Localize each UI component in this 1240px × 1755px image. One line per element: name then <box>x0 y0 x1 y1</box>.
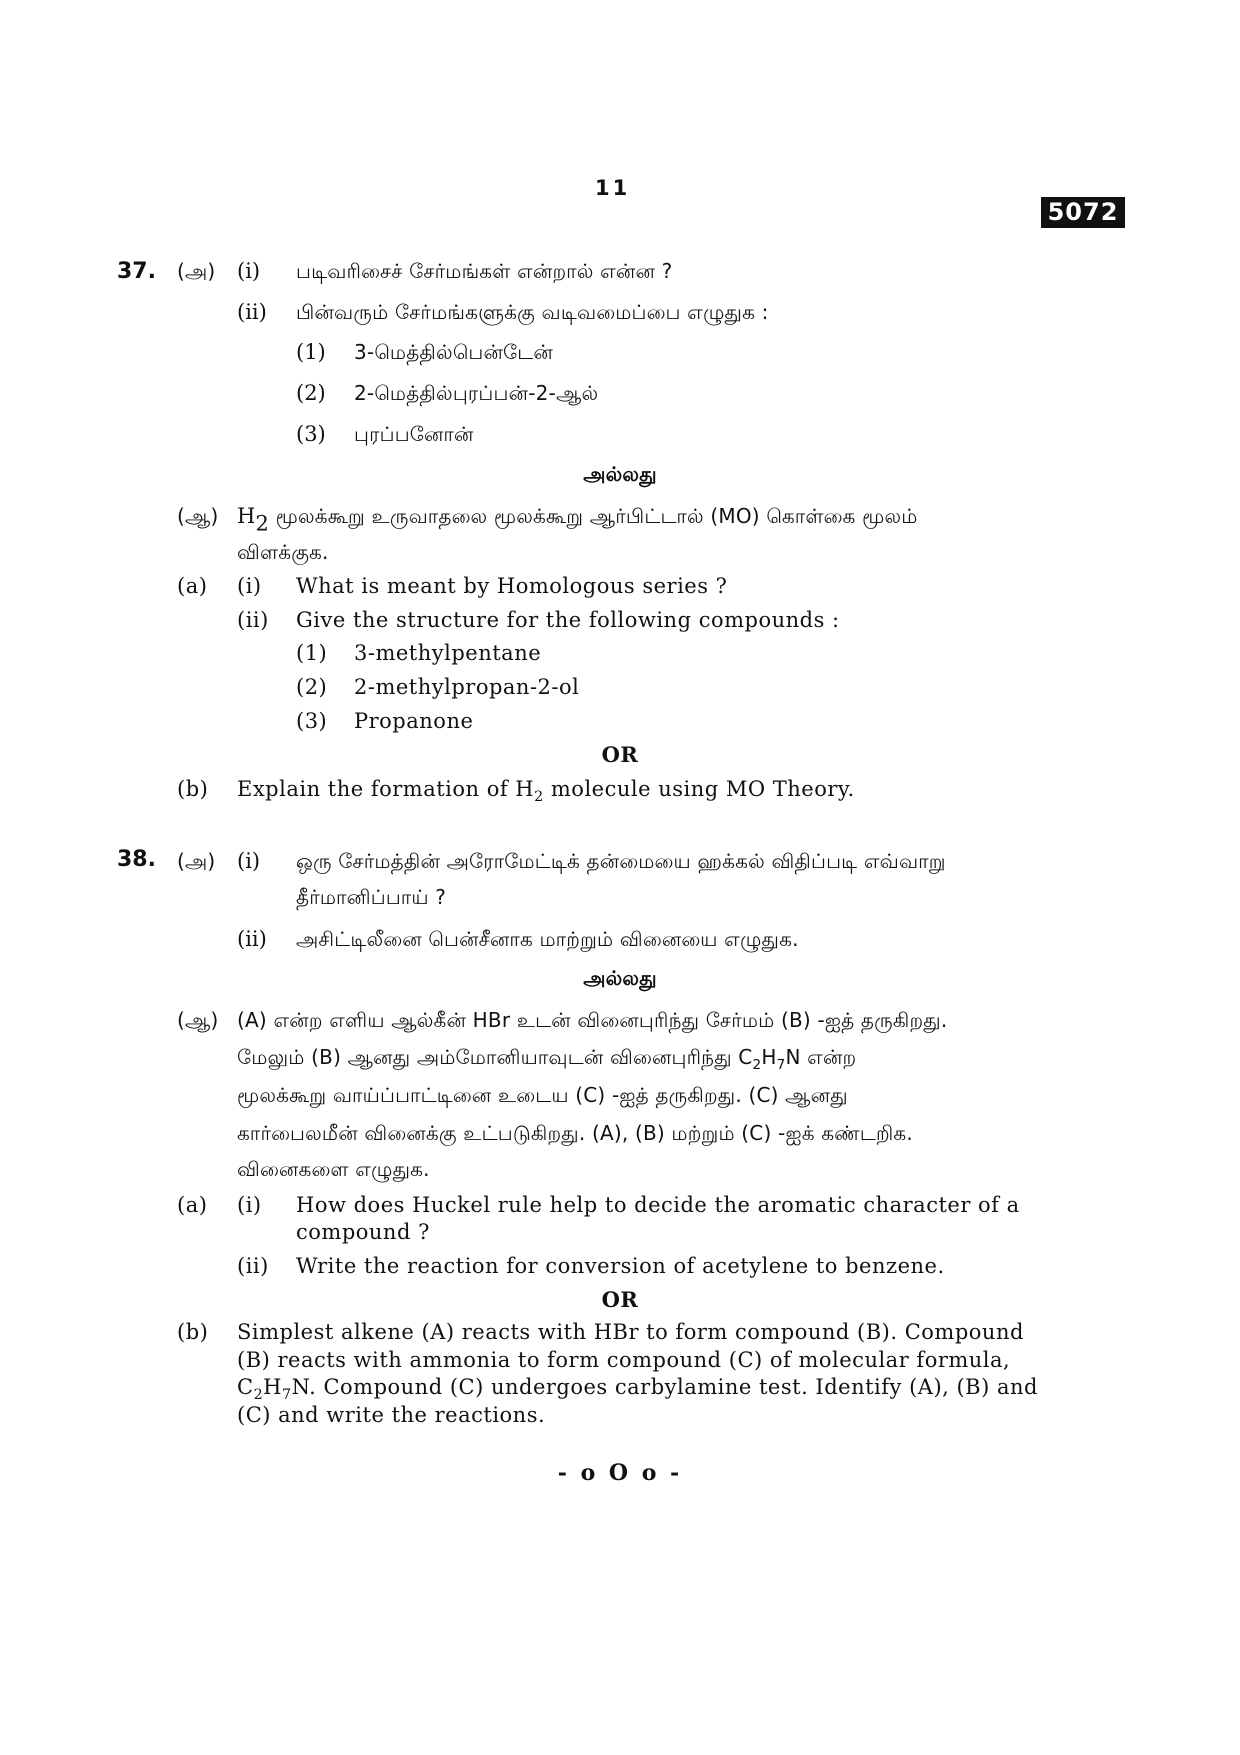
q37-en-item-2-text: 2-methylpropan-2-ol <box>354 675 580 699</box>
q38-en-b-line-3-sub2: 7 <box>281 1386 292 1403</box>
q37-tamil-item-3-label: (3) <box>296 422 326 446</box>
q38-tamil-b-line-1: (A) என்ற எளிய ஆல்கீன் HBr உடன் வினைபுரிந்து சேர்மம் (B) -ஐத் தருகிறது. <box>237 1008 948 1032</box>
q38-en-b-line-3-post: N. Compound (C) undergoes carbylamine test. Identify (A), (B) and <box>291 1375 1038 1399</box>
q38-en-b-line-2: (B) reacts with ammonia to form compound (C) of molecular formula, <box>237 1348 1011 1372</box>
q38-tamil-b-line-3: மூலக்கூறு வாய்ப்பாட்டினை உடைய (C) -ஐத் தருகிறது. (C) ஆனது <box>237 1083 848 1107</box>
q37-tamil-b-line-1 <box>237 504 918 536</box>
q38-tamil-b-line-2-mid: H <box>761 1045 777 1069</box>
q37-en-i-label: (i) <box>237 574 262 598</box>
q38-en-b-line-4: (C) and write the reactions. <box>237 1403 546 1427</box>
q37-tamil-b-h: H <box>237 504 256 528</box>
q38-tamil-b-line-4: கார்பைலமீன் வினைக்கு உட்படுகிறது. (A), (B) மற்றும் (C) -ஐக் கண்டறிக. <box>237 1121 913 1145</box>
q38-en-a-i-line-1: How does Huckel rule help to decide the aromatic character of a <box>296 1193 1020 1217</box>
q37-en-or: OR <box>601 742 639 767</box>
q38-tamil-b-line-2 <box>237 1045 856 1072</box>
q38-en-or: OR <box>601 1287 639 1312</box>
q37-tamil-a-i-text: படிவரிசைச் சேர்மங்கள் என்றால் என்ன ? <box>296 259 673 283</box>
q37-en-a-ii-text: Give the structure for the following compounds : <box>296 608 840 632</box>
q37-tamil-or: அல்லது <box>583 462 657 486</box>
q37-en-b-label: (b) <box>177 777 209 801</box>
q37-en-item-3-text: Propanone <box>354 709 474 733</box>
q37-en-a-i-text: What is meant by Homologous series ? <box>296 574 728 598</box>
paper-code-badge: 5072 <box>1041 197 1125 228</box>
q38-en-a-label: (a) <box>177 1193 208 1217</box>
q38-en-b-line-3-h: H <box>263 1375 282 1399</box>
q38-tamil-b-label: (ஆ) <box>177 1008 219 1032</box>
q38-en-b-line-3-c: C <box>237 1375 254 1399</box>
page-number: 11 <box>595 176 631 200</box>
q38-en-i-label: (i) <box>237 1193 262 1217</box>
q37-tamil-item-1-label: (1) <box>296 340 326 364</box>
q37-tamil-i-label: (i) <box>237 259 261 283</box>
q38-tamil-b-line-5: வினைகளை எழுதுக. <box>237 1157 430 1181</box>
q38-tamil-b-line-2-sub1: 2 <box>752 1056 762 1073</box>
q37-tamil-item-1-text: 3-மெத்தில்பென்டேன் <box>354 340 553 364</box>
q38-en-b-line-3-sub1: 2 <box>253 1386 264 1403</box>
q37-en-item-1-text: 3-methylpentane <box>354 641 542 665</box>
question-number-38: 38. <box>117 847 156 872</box>
q37-en-a-label: (a) <box>177 574 208 598</box>
q37-en-item-3-label: (3) <box>296 709 328 733</box>
q38-tamil-b-line-2-post: N என்ற <box>785 1045 857 1069</box>
end-of-paper-mark: - o O o - <box>557 1460 683 1486</box>
q37-tamil-b-line-1-text: மூலக்கூறு உருவாதலை மூலக்கூறு ஆர்பிட்டால் (MO) கொள்கை மூலம் <box>275 504 918 528</box>
q37-tamil-a-ii-text: பின்வரும் சேர்மங்களுக்கு வடிவமைப்பை எழுதுக : <box>296 300 769 324</box>
q37-tamil-item-3-text: புரப்பனோன் <box>354 422 474 446</box>
q37-en-item-2-label: (2) <box>296 675 328 699</box>
question-number-37: 37. <box>117 259 156 284</box>
q37-tamil-item-2-text: 2-மெத்தில்புரப்பன்-2-ஆல் <box>354 381 599 405</box>
q38-tamil-i-label: (i) <box>237 849 261 873</box>
q38-en-a-ii-text: Write the reaction for conversion of acetylene to benzene. <box>296 1254 945 1278</box>
q38-tamil-or: அல்லது <box>583 966 657 990</box>
q37-en-ii-label: (ii) <box>237 608 269 632</box>
q37-tamil-b-sub: 2 <box>255 511 270 536</box>
q38-tamil-ii-label: (ii) <box>237 927 267 951</box>
q38-en-b-line-1: Simplest alkene (A) reacts with HBr to form compound (B). Compound <box>237 1320 1024 1344</box>
q38-en-ii-label: (ii) <box>237 1254 269 1278</box>
q37-en-b-pre: Explain the formation of H <box>237 777 535 801</box>
q38-tamil-a-i-line-1: ஒரு சேர்மத்தின் அரோமேட்டிக் தன்மையை ஹக்கல் விதிப்படி எவ்வாறு <box>296 849 946 873</box>
q37-en-b-sub: 2 <box>534 788 544 805</box>
q37-tamil-a-label: (அ) <box>177 259 216 283</box>
q38-tamil-b-line-2-sub2: 7 <box>776 1056 786 1073</box>
q38-tamil-a-ii-text: அசிட்டிலீனை பென்சீனாக மாற்றும் வினையை எழுதுக. <box>296 927 799 951</box>
q38-en-b-line-3 <box>237 1375 1038 1403</box>
q37-en-b-post: molecule using MO Theory. <box>543 777 855 801</box>
q37-en-b-text <box>237 777 855 805</box>
q37-tamil-b-label: (ஆ) <box>177 504 219 528</box>
q38-tamil-a-label: (அ) <box>177 849 216 873</box>
q38-tamil-a-i-line-2: தீர்மானிப்பாய் ? <box>296 885 447 909</box>
q37-en-item-1-label: (1) <box>296 641 328 665</box>
q38-en-a-i-line-2: compound ? <box>296 1220 430 1244</box>
q38-en-b-label: (b) <box>177 1320 209 1344</box>
q37-tamil-b-line-2: விளக்குக. <box>237 540 329 564</box>
q37-tamil-ii-label: (ii) <box>237 300 267 324</box>
q37-tamil-item-2-label: (2) <box>296 381 326 405</box>
q38-tamil-b-line-2-pre: மேலும் (B) ஆனது அம்மோனியாவுடன் வினைபுரிந்து C <box>237 1045 753 1069</box>
